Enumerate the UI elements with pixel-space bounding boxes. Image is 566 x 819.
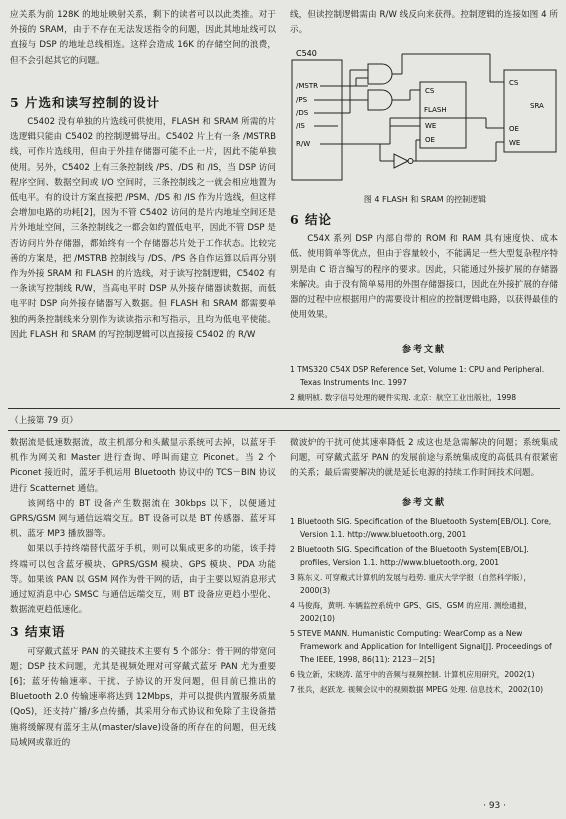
pin-mstrb: /MSTR xyxy=(296,82,318,90)
paragraph: C54X 系列 DSP 内部自带的 ROM 和 RAM 具有速度快、成本低、使用简单等优点，但由于容量较小，不能满足一些大型复杂程序特别是由 C 语言编写的程序的要求。因此，只能通过外接扩展的存储器来解决。由于没有简单易用的外围存储器接口，因此在外接扩展的存储器的过程中应根据用户的需要设计相应的控制逻辑电路，以获得最佳的使用效果。 xyxy=(290,234,558,321)
page-number: · 93 · xyxy=(483,801,506,811)
sram-cs: CS xyxy=(509,79,519,87)
flash-cs: CS xyxy=(425,87,435,95)
paragraph: 数据流是低速数据流，故主机部分和头戴显示系统可去掉，以蓝牙手机作为网关和 Master 进行查询、呼叫而建立 Piconet。当 2 个 Piconet 接近时，蓝牙手机运用 Bluetooth 协议中的 TCS－BIN 协议进行 Scatternet 通信。 xyxy=(10,438,276,494)
figure-control-logic xyxy=(290,42,560,192)
section-divider xyxy=(8,408,560,409)
reference-item: 4 马俊海，黄明. 车辆监控系统中 GPS、GIS、GSM 的应用. 测绘通报，2002(10) xyxy=(290,600,532,623)
section-title: 3 结束语 xyxy=(10,624,66,640)
top-right-column-intro xyxy=(290,8,558,38)
top-right-column xyxy=(290,212,558,406)
pin-rw: R/W xyxy=(296,140,311,148)
reference-item: 2 Bluetooth SIG. Specification of the Bluetooth System[EB/OL]. profiles, Version 1.1. http://www.bluetooth.org, 2001 xyxy=(290,544,529,567)
pin-ds: /DS xyxy=(296,109,309,117)
flash-label: FLASH xyxy=(424,106,447,114)
reference-item: 5 STEVE MANN. Humanistic Computing: WearComp as a New Framework and Application for Intelligent Signal[J]. Proceedings of The IEEE, 1998, 86(11): 2123－2[5] xyxy=(290,628,552,664)
reference-item: 1 Bluetooth SIG. Specification of the Bluetooth System[EB/OL]. Core, Version 1.1. http://www.bluetooth.org, 2001 xyxy=(290,516,552,539)
sram-we: WE xyxy=(509,139,521,147)
paragraph: 该网络中的 BT 设备产生数据流在 30kbps 以下，以便通过 GPRS/GSM 网与通信远端交互。BT 设备可以是 BT 传感器、蓝牙耳机、蓝牙 MP3 播放器等。 xyxy=(10,498,276,540)
section-divider xyxy=(8,430,560,431)
sram-oe: OE xyxy=(509,125,519,133)
chip-label: C540 xyxy=(296,49,317,58)
bottom-right-column xyxy=(290,436,558,698)
reference-item: 3 陈东义. 可穿戴式计算机的发展与趋势. 重庆大学学报（自然科学版），2000(3) xyxy=(290,572,531,595)
section-title: 6 结论 xyxy=(290,212,333,227)
paragraph: 可穿戴式蓝牙 PAN 的关键技术主要有 5 个部分：骨干网的带宽问题；DSP 技术问题，尤其是视频处理对可穿戴式蓝牙 PAN 尤为重要[6]；蓝牙传输速率、干扰、子协议的开发问题，但目前已推出的 Bluetooth 2.0 传输速率将达到 12Mbps，并可以提供内置服务质量(QoS)，还支持广播/多点传播，其采用分布式协议和免除了主设备措施将缓解现有蓝牙主从(master/slave)设备的所存在的问题，但无线局域网或靠近的 xyxy=(10,646,276,748)
references-title: 参考文献 xyxy=(401,345,446,356)
sram-label: SRA xyxy=(530,102,544,110)
paragraph: 如果以手持终端替代蓝牙手机，则可以集成更多的功能，该手持终端可以包含蓝牙模块、GPRS/GSM 模块、GPS 模块、PDA 功能等。如果该 PAN 以 GSM 网作为骨干网的话，由于主要以短消息形式通过短消息中心 SMSC 与通信远端交互，则 BT 设备应更趋小型化、数据流更趋低速化。 xyxy=(10,544,276,616)
reference-item: 7 张兵，赵跃龙. 视频会议中的视频数据 MPEG 处理. 信息技术，2002(10) xyxy=(290,684,544,694)
paragraph: 微波炉的干扰可使其速率降低 2 成这也是急需解决的问题；系统集成问题，可穿戴式蓝牙 PAN 的发展前途与系统集成度的高低具有很紧密的关系；最后需要解决的就是延长电源的持续工作时间技术问题。 xyxy=(290,438,558,479)
references-title: 参考文献 xyxy=(401,497,446,508)
inverter-gate xyxy=(394,154,408,168)
paragraph: 线，但读控制逻辑需由 R/W 线反向来获得。控制逻辑的连接如图 4 所示。 xyxy=(290,10,558,36)
c5402-chip-box xyxy=(292,60,342,180)
reference-item: 6 钱立新，宋晓涛. 蓝牙中的音频与视频控制. 计算机应用研究，2002(1) xyxy=(290,669,535,679)
continued-label: （上接第 79 页） xyxy=(10,416,78,426)
figure-caption: 图 4 FLASH 和 SRAM 的控制逻辑 xyxy=(363,195,487,204)
reference-item: 2 戴明桢. 数字信号处理的硬件实现. 北京：航空工业出版社，1998 xyxy=(290,392,517,402)
and-gate-sram xyxy=(368,64,392,84)
reference-item: 1 TMS320 C54X DSP Reference Set, Volume 1: CPU and Peripheral. Texas Instruments Inc. 1997 xyxy=(290,364,545,387)
paragraph: C5402 没有单独的片选线可供使用，FLASH 和 SRAM 所需的片选逻辑只能由 C5402 的控制逻辑导出。C5402 片上有一条 /MSTRB 线，可作片选线用，但由于外挂存储器可能不止一片，因此不能单独使用。另外，C5402 上有三条控制线 /PS、/DS 和 /IS，当 DSP 访问程序空间、数据空间或 I/O 空间时，三条控制线之一就会相应地置为低电平。有的设计方案直接把 /PSM、/DS 和 /IS 作为片选线，但这样会增加电路的功耗[2]，因为不管 C5402 访问的是片内地址空间还是片外地址空间，三条控制线之一都会如约置低电平，因此不管 DSP 是否访问片外存储器，都始终有一个存储器芯片处于工作状态。比较完善的方案是，把 /MSTRB 控制线与 /DS、/PS 各自作运算以后再分别作为外接 SRAM 和 FLASH 的片选线，对于读写控制逻辑，C5402 有一条读写控制线 R/W，当高电平时 DSP 从外接存储器读数据，而低电平时 DSP 向外接存储器写入数据。但 FLASH 和 SRAM 都需要单独的两条控制线来分别作为读读指示和写指示，且均为低电平使能。因此 FLASH 和 SRAM 的写控制逻辑可以直接接 C5402 的 R/W xyxy=(10,117,276,340)
and-gate-flash xyxy=(368,90,392,110)
section-title: 5 片选和读写控制的设计 xyxy=(10,94,161,110)
top-left-column xyxy=(10,8,276,343)
pin-is: /IS xyxy=(296,122,305,130)
circuit-diagram xyxy=(290,42,560,192)
paragraph: 应关系为前 128K 的地址映射关系，剩下的读者可以以此类推。对于外接的 SRAM，由于不存在无法发送指令的问题，因此其地址线可以直接与 DSP 的地址总线相连。这样会造成 16K 的存储空间的浪费，但不会引起其它的问题。 xyxy=(10,10,276,66)
bottom-left-column xyxy=(10,436,276,751)
flash-we: WE xyxy=(425,122,437,130)
pin-ps: /PS xyxy=(296,96,308,104)
flash-oe: OE xyxy=(425,136,435,144)
